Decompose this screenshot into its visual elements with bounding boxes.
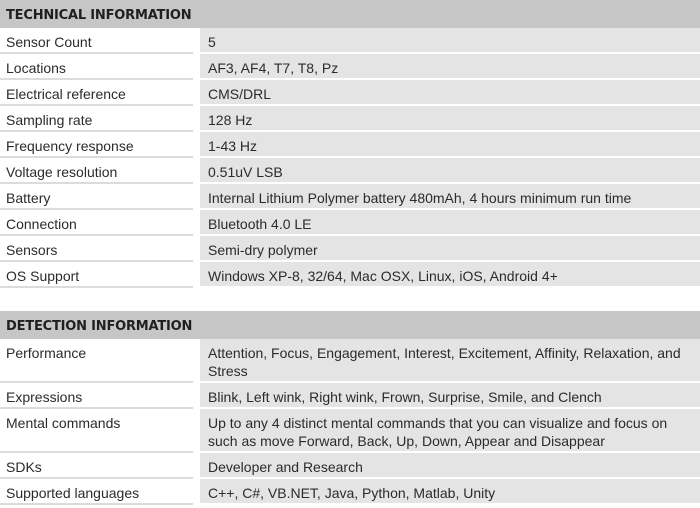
spec-row bbox=[0, 106, 700, 132]
spec-value: C++, C#, VB.NET, Java, Python, Matlab, Unity bbox=[200, 479, 700, 505]
spec-value: AF3, AF4, T7, T8, Pz bbox=[200, 54, 700, 80]
spec-row bbox=[0, 54, 700, 80]
spec-label: Expressions bbox=[0, 383, 193, 409]
detection-information-section bbox=[0, 311, 700, 505]
spec-row bbox=[0, 453, 700, 479]
spec-value: Semi-dry polymer bbox=[200, 236, 700, 262]
spec-value: Developer and Research bbox=[200, 453, 700, 479]
spec-label: Sensor Count bbox=[0, 28, 193, 54]
spec-label: Sampling rate bbox=[0, 106, 193, 132]
spec-row bbox=[0, 479, 700, 505]
spec-label: Battery bbox=[0, 184, 193, 210]
spec-value: Windows XP-8, 32/64, Mac OSX, Linux, iOS, Android 4+ bbox=[200, 262, 700, 288]
spec-row bbox=[0, 184, 700, 210]
spec-value: 1-43 Hz bbox=[200, 132, 700, 158]
spec-label: Electrical reference bbox=[0, 80, 193, 106]
spec-row bbox=[0, 80, 700, 106]
detection-information-title: DETECTION INFORMATION bbox=[6, 319, 193, 334]
spec-label: Sensors bbox=[0, 236, 193, 262]
spec-row bbox=[0, 210, 700, 236]
technical-information-title: TECHNICAL INFORMATION bbox=[6, 8, 192, 23]
spec-label: Locations bbox=[0, 54, 193, 80]
spec-row bbox=[0, 28, 700, 54]
spec-value: CMS/DRL bbox=[200, 80, 700, 106]
spec-label: Mental commands bbox=[0, 409, 193, 453]
spec-value: Internal Lithium Polymer battery 480mAh, 4 hours minimum run time bbox=[200, 184, 700, 210]
spec-label: Performance bbox=[0, 339, 193, 383]
spec-value: 0.51uV LSB bbox=[200, 158, 700, 184]
section-spacer bbox=[0, 288, 700, 311]
spec-label: SDKs bbox=[0, 453, 193, 479]
spec-value: Up to any 4 distinct mental commands that you can visualize and focus on such as move Forward, Back, Up, Down, Appear and Disappear bbox=[200, 409, 700, 453]
spec-label: Voltage resolution bbox=[0, 158, 193, 184]
spec-row bbox=[0, 409, 700, 453]
spec-label: Supported languages bbox=[0, 479, 193, 505]
spec-value: 5 bbox=[200, 28, 700, 54]
spec-label: Frequency response bbox=[0, 132, 193, 158]
spec-row bbox=[0, 132, 700, 158]
spec-row bbox=[0, 158, 700, 184]
spec-row bbox=[0, 383, 700, 409]
spec-label: OS Support bbox=[0, 262, 193, 288]
spec-value: Bluetooth 4.0 LE bbox=[200, 210, 700, 236]
spec-value: Attention, Focus, Engagement, Interest, Excitement, Affinity, Relaxation, and Stress bbox=[200, 339, 700, 383]
technical-information-header bbox=[0, 0, 700, 28]
spec-row bbox=[0, 262, 700, 288]
spec-row bbox=[0, 339, 700, 383]
spec-value: Blink, Left wink, Right wink, Frown, Surprise, Smile, and Clench bbox=[200, 383, 700, 409]
spec-value: 128 Hz bbox=[200, 106, 700, 132]
spec-row bbox=[0, 236, 700, 262]
detection-information-header bbox=[0, 311, 700, 339]
spec-label: Connection bbox=[0, 210, 193, 236]
